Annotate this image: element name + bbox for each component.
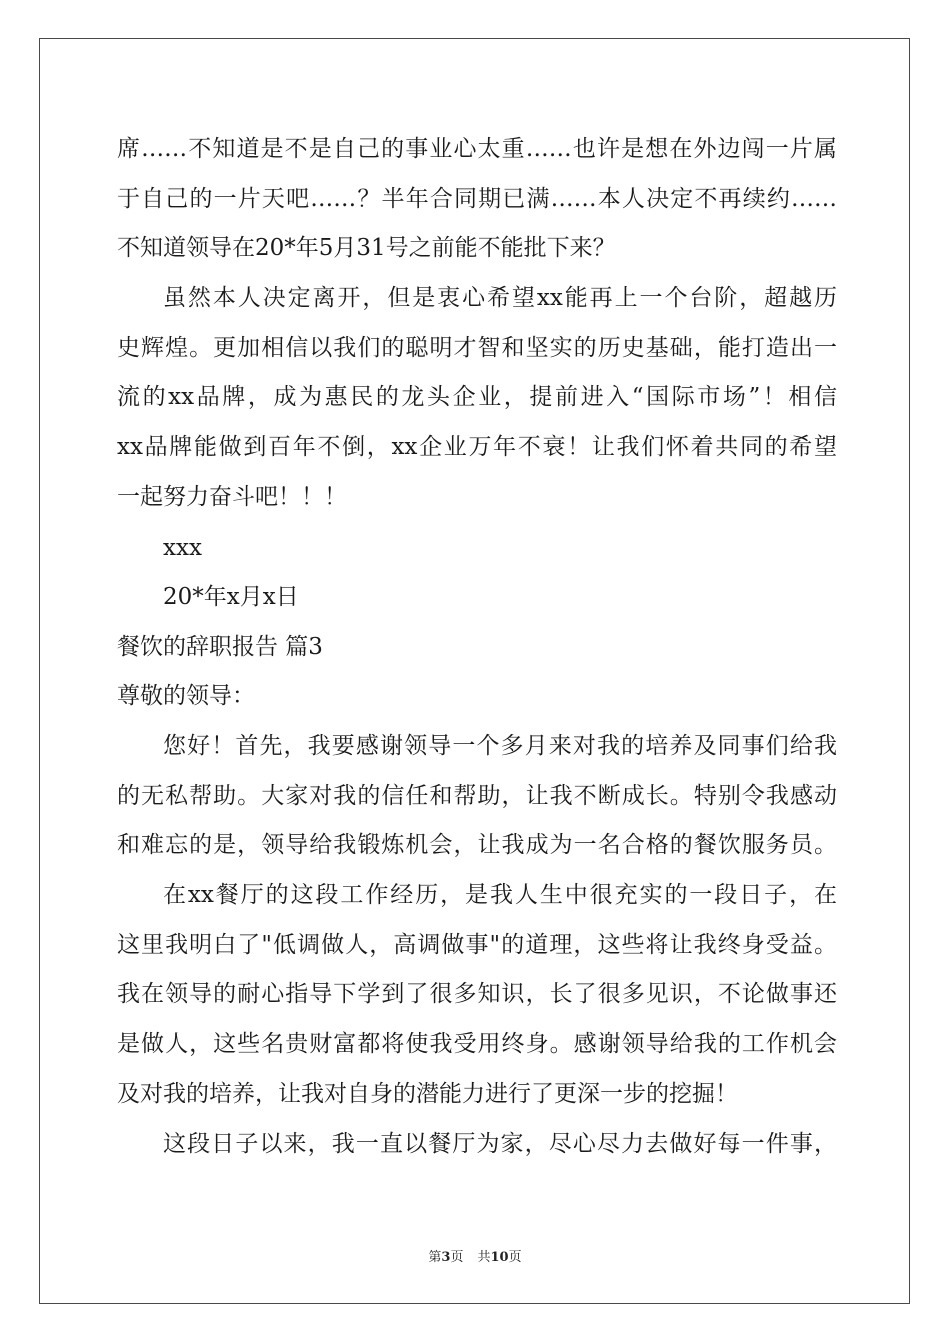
- text-line: 于自己的一片天吧……？半年合同期已满……本人决定不再续约……: [117, 186, 837, 212]
- text-line: 我在领导的耐心指导下学到了很多知识，长了很多见识，不论做事还: [117, 981, 837, 1007]
- paragraph-first-line: 您好！首先，我要感谢领导一个多月来对我的培养及同事们给我: [163, 733, 837, 759]
- text-line: 及对我的培养，让我对自身的潜能力进行了更深一步的挖掘！: [117, 1081, 738, 1107]
- page-total: 共10页: [477, 1250, 522, 1265]
- text-line: 席……不知道是不是自己的事业心太重……也许是想在外边闯一片属: [117, 136, 837, 162]
- page-border: [39, 38, 910, 1304]
- text-line: 和难忘的是，领导给我锻炼机会，让我成为一名合格的餐饮服务员。: [117, 832, 837, 858]
- text-line: 这里我明白了"低调做人，高调做事"的道理，这些将让我终身受益。: [117, 932, 837, 958]
- page-footer: [0, 1246, 950, 1265]
- paragraph-first-line: 虽然本人决定离开，但是衷心希望xx能再上一个台阶，超越历: [163, 285, 837, 311]
- section-heading: 餐饮的辞职报告 篇3: [117, 634, 323, 660]
- text-line: 史辉煌。更加相信以我们的聪明才智和坚实的历史基础，能打造出一: [117, 335, 837, 361]
- salutation: 尊敬的领导：: [117, 683, 255, 709]
- text-line: xx品牌能做到百年不倒，xx企业万年不衰！让我们怀着共同的希望: [117, 434, 837, 460]
- paragraph-first-line: 在xx餐厅的这段工作经历，是我人生中很充实的一段日子，在: [163, 882, 837, 908]
- signature-name: xxx: [163, 535, 202, 561]
- text-line: 的无私帮助。大家对我的信任和帮助，让我不断成长。特别令我感动: [117, 783, 837, 809]
- paragraph-first-line: 这段日子以来，我一直以餐厅为家，尽心尽力去做好每一件事，: [163, 1131, 837, 1157]
- text-line: 是做人，这些名贵财富都将使我受用终身。感谢领导给我的工作机会: [117, 1031, 837, 1057]
- text-line: 一起努力奋斗吧！！！: [117, 484, 347, 510]
- signature-date: 20*年x月x日: [163, 584, 299, 610]
- page-number: 第3页: [428, 1250, 464, 1265]
- text-line: 不知道领导在20*年5月31号之前能不能批下来？: [117, 235, 616, 261]
- text-line: 流的xx品牌，成为惠民的龙头企业，提前进入“国际市场”！相信: [117, 384, 837, 410]
